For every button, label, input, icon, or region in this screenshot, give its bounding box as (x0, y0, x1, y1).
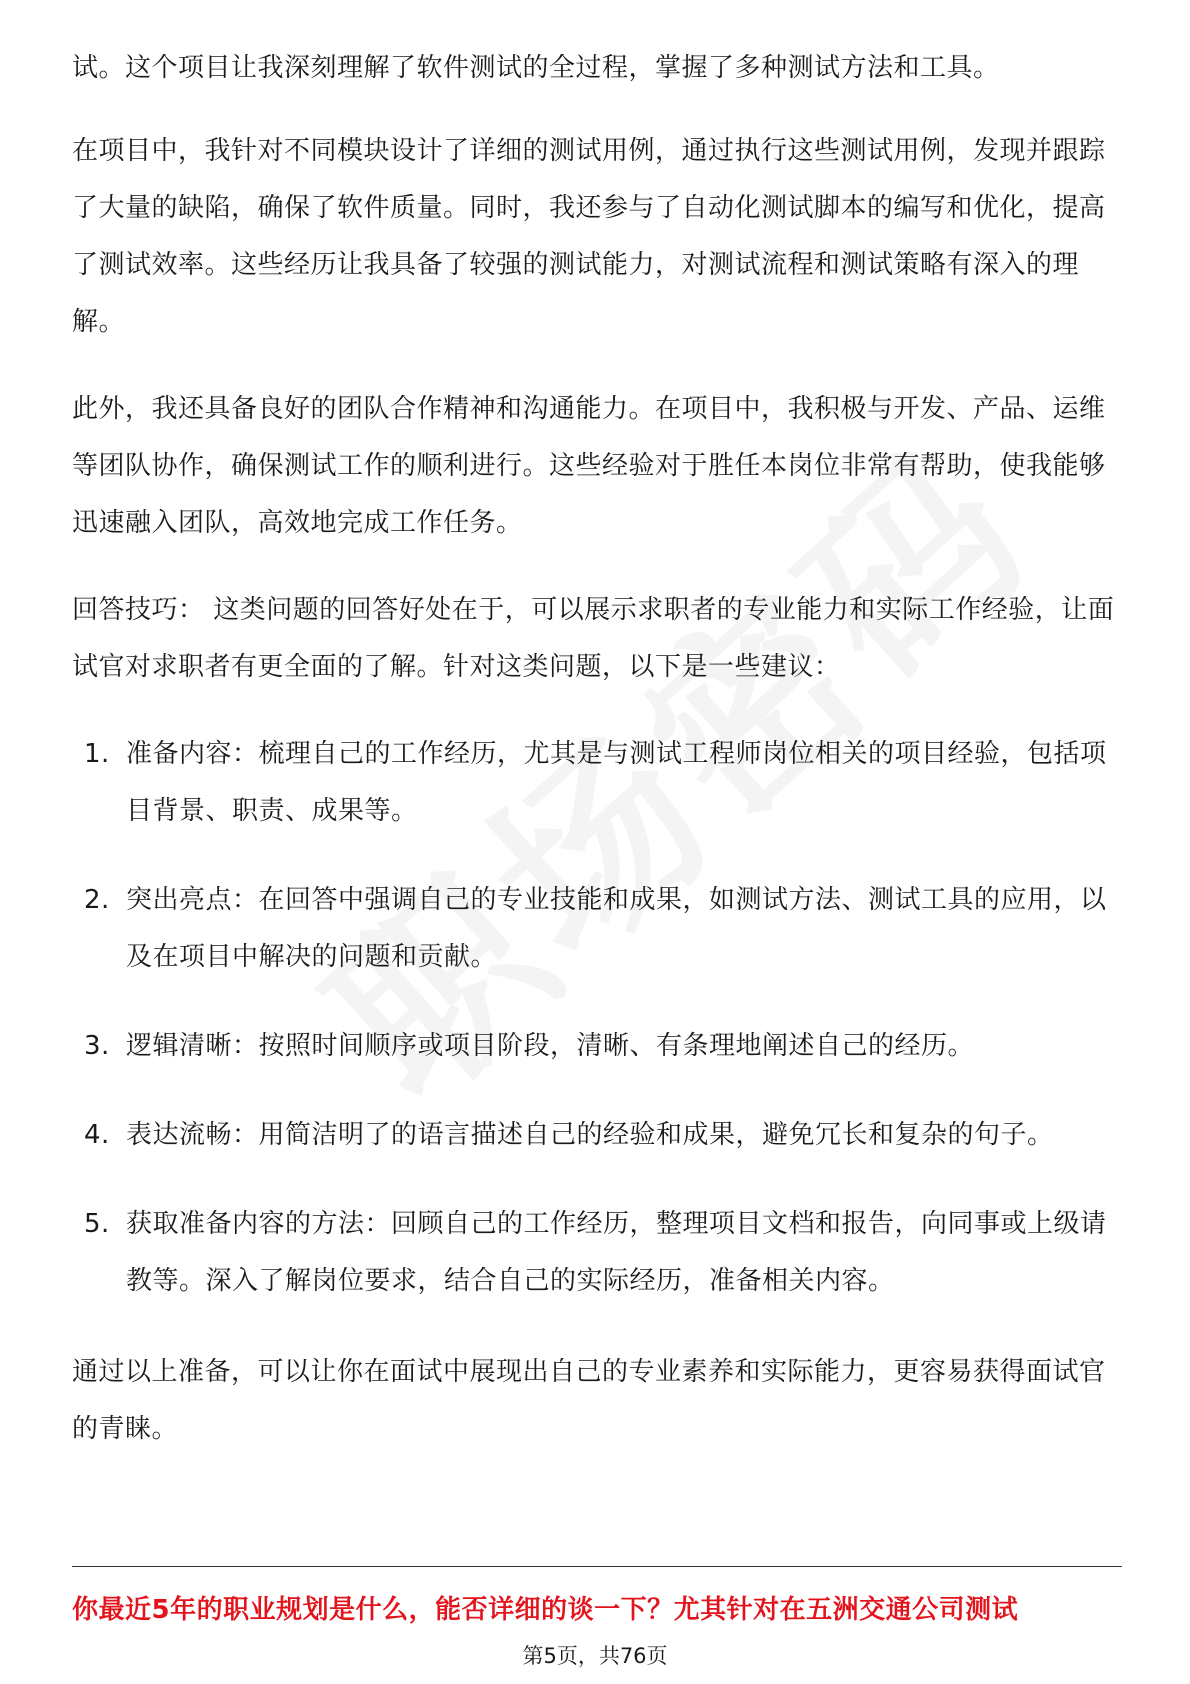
list-item-number: 4. (84, 1120, 110, 1150)
tips-list (72, 726, 1122, 1310)
list-item-number: 3. (84, 1031, 110, 1061)
paragraph-teamwork: 此外，我还具备良好的团队合作精神和沟通能力。在项目中，我积极与开发、产品、运维等团队协作，确保测试工作的顺利进行。这些经验对于胜任本岗位非常有帮助，使我能够迅速融入团队，高效地完成工作任务。 (72, 394, 1106, 538)
list-item (72, 726, 1122, 840)
list-item-text: 逻辑清晰：按照时间顺序或项目阶段，清晰、有条理地阐述自己的经历。 (126, 1031, 975, 1061)
paragraph-answer-tips: 回答技巧： 这类问题的回答好处在于，可以展示求职者的专业能力和实际工作经验，让面试官对求职者有更全面的了解。针对这类问题，以下是一些建议： (72, 595, 1115, 682)
list-item (72, 1196, 1122, 1310)
list-item-number: 1. (84, 739, 110, 769)
paragraph-closing: 通过以上准备，可以让你在面试中展现出自己的专业素养和实际能力，更容易获得面试官的青睐。 (72, 1357, 1106, 1444)
list-item-number: 5. (84, 1209, 110, 1239)
list-item-text: 突出亮点：在回答中强调自己的专业技能和成果，如测试方法、测试工具的应用，以及在项目中解决的问题和贡献。 (126, 885, 1107, 972)
paragraph-continuation: 试。这个项目让我深刻理解了软件测试的全过程，掌握了多种测试方法和工具。 (72, 53, 1000, 83)
list-item (72, 1018, 1122, 1075)
footer-divider (72, 1566, 1122, 1567)
paragraph-project-details: 在项目中，我针对不同模块设计了详细的测试用例，通过执行这些测试用例，发现并跟踪了大量的缺陷，确保了软件质量。同时，我还参与了自动化测试脚本的编写和优化，提高了测试效率。这些经历让我具备了较强的测试能力，对测试流程和测试策略有深入的理解。 (72, 136, 1106, 337)
list-item-text: 表达流畅：用简洁明了的语言描述自己的经验和成果，避免冗长和复杂的句子。 (126, 1120, 1054, 1150)
list-item-number: 2. (84, 885, 110, 915)
document-body (72, 40, 1122, 1488)
page-number: 第5页，共76页 (522, 1644, 668, 1668)
list-item (72, 1107, 1122, 1164)
list-item-text: 获取准备内容的方法：回顾自己的工作经历，整理项目文档和报告，向同事或上级请教等。深入了解岗位要求，结合自己的实际经历，准备相关内容。 (126, 1209, 1107, 1296)
footer-question-title: 你最近5年的职业规划是什么，能否详细的谈一下？尤其针对在五洲交通公司测试 (72, 1595, 1019, 1625)
list-item (72, 872, 1122, 986)
list-item-text: 准备内容：梳理自己的工作经历，尤其是与测试工程师岗位相关的项目经验，包括项目背景、职责、成果等。 (126, 739, 1107, 826)
